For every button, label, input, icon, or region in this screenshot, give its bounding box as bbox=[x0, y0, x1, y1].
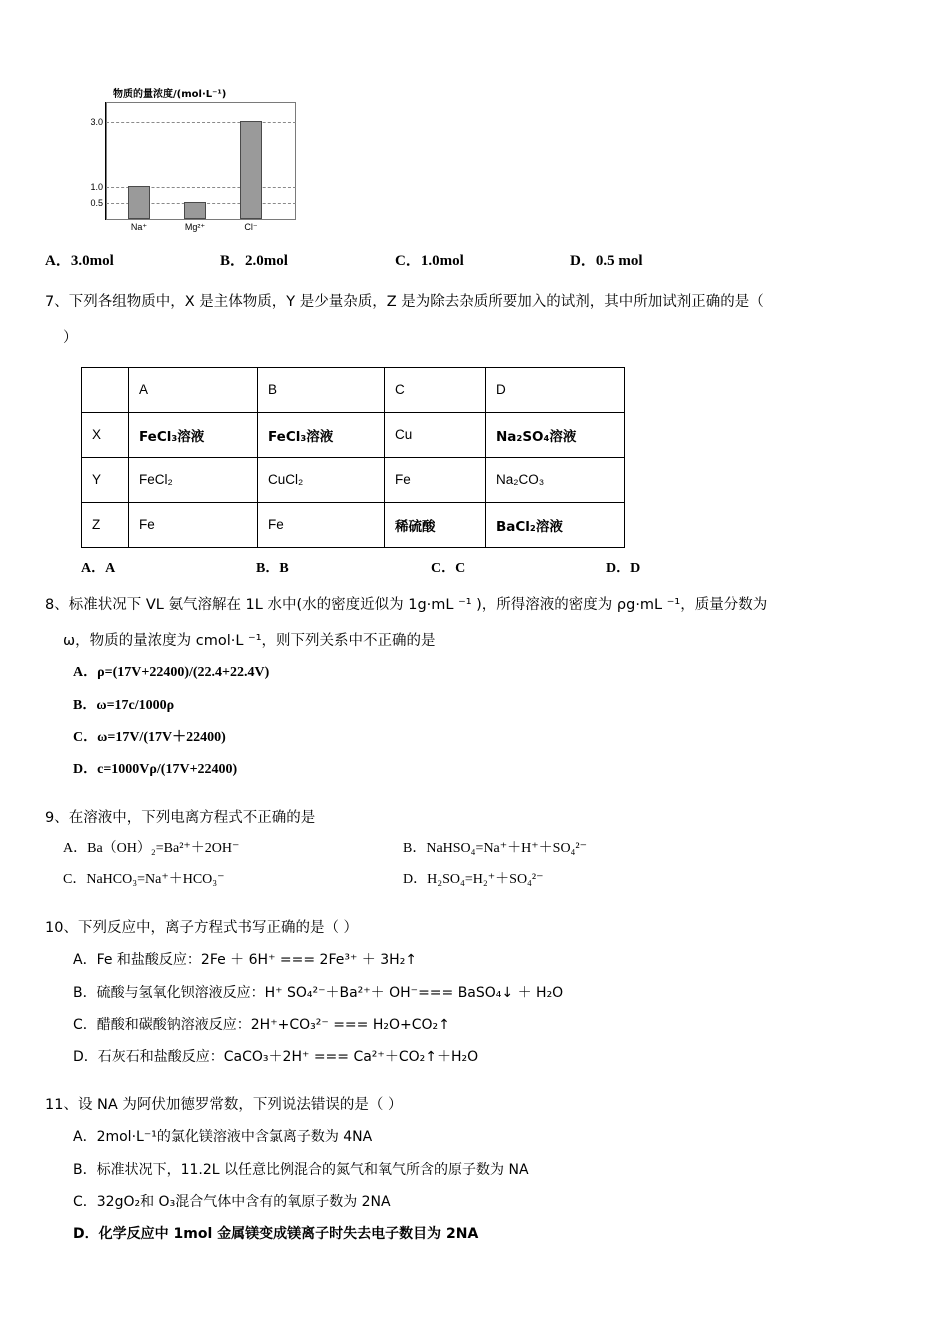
xlabel-cl: Cl⁻ bbox=[244, 222, 258, 232]
q7-table bbox=[81, 367, 625, 548]
bar-na bbox=[128, 186, 150, 219]
q7-stem: 7、下列各组物质中，X 是主体物质，Y 是少量杂质，Z 是为除去杂质所要加入的试剂，其中所加试剂正确的是（ bbox=[45, 294, 764, 310]
header-c: C bbox=[385, 367, 486, 412]
q7-option-c[interactable]: C．C bbox=[431, 560, 466, 576]
xlabel-na: Na⁺ bbox=[130, 222, 148, 232]
q7-option-a[interactable]: A．A bbox=[81, 560, 116, 576]
q8-stem-line2: ω，物质的量浓度为 cmol·L ⁻¹，则下列关系中不正确的是 bbox=[63, 633, 436, 650]
q7-stem-cont: ） bbox=[63, 330, 78, 347]
q10-stem: 10、下列反应中，离子方程式书写正确的是（ ） bbox=[45, 920, 359, 937]
q8-option-c[interactable]: C．ω=17V/(17V＋22400) bbox=[73, 729, 226, 745]
bar-chart bbox=[75, 85, 305, 235]
row-key-z: Z bbox=[82, 502, 129, 547]
chart-plot-area bbox=[90, 102, 295, 232]
q10-option-b[interactable]: B．硫酸与氢氧化钡溶液反应：H⁺ SO₄²⁻＋Ba²⁺＋ OH⁻=== BaSO₄↓ ＋ H₂O bbox=[73, 984, 564, 1001]
q6-options bbox=[45, 249, 905, 270]
q10-option-c[interactable]: C．醋酸和碳酸钠溶液反应：2H⁺+CO₃²⁻ === H₂O+CO₂↑ bbox=[73, 1016, 450, 1033]
bar-mg bbox=[184, 202, 206, 219]
q6-option-c[interactable]: C．1.0mol bbox=[395, 253, 464, 269]
row-key-x: X bbox=[82, 412, 129, 457]
cell-x-c: Cu bbox=[385, 412, 486, 457]
row-key-y: Y bbox=[82, 457, 129, 502]
q7-options bbox=[81, 554, 905, 583]
cell-z-b: Fe bbox=[258, 502, 385, 547]
ytick-1: 1.0 bbox=[90, 182, 103, 192]
q8-option-d[interactable]: D．c=1000Vρ/(17V+22400) bbox=[73, 762, 238, 778]
q11-option-a[interactable]: A．2mol·L⁻¹的氯化镁溶液中含氯离子数为 4NA bbox=[73, 1129, 373, 1146]
q11-option-d[interactable]: D．化学反应中 1mol 金属镁变成镁离子时失去电子数目为 2NA bbox=[73, 1225, 479, 1242]
q10-option-d[interactable]: D．石灰石和盐酸反应：CaCO₃＋2H⁺ === Ca²⁺＋CO₂↑＋H₂O bbox=[73, 1048, 479, 1065]
cell-y-b: CuCl₂ bbox=[258, 457, 385, 502]
q6-option-b[interactable]: B．2.0mol bbox=[220, 253, 288, 269]
q7-option-b[interactable]: B．B bbox=[256, 560, 289, 576]
header-d: D bbox=[486, 367, 625, 412]
xlabel-mg: Mg²⁺ bbox=[184, 222, 206, 232]
cell-x-a: FeCl₃溶液 bbox=[129, 412, 258, 457]
q8-option-a[interactable]: A．ρ=(17V+22400)/(22.4+22.4V) bbox=[73, 665, 270, 681]
q9-option-c[interactable]: C．NaHCO₃=Na⁺＋HCO₃⁻ bbox=[63, 872, 225, 888]
q9-option-a[interactable]: A．Ba（OH）₂=Ba²⁺＋2OH⁻ bbox=[63, 841, 240, 857]
header-b: B bbox=[258, 367, 385, 412]
table-row-header bbox=[82, 367, 625, 412]
q9-options-row1 bbox=[63, 834, 905, 865]
q9-option-b[interactable]: B．NaHSO₄=Na⁺＋H⁺＋SO₄²⁻ bbox=[403, 841, 588, 857]
header-a: A bbox=[129, 367, 258, 412]
q9-option-d[interactable]: D．H₂SO₄=H₂⁺＋SO₄²⁻ bbox=[403, 872, 544, 888]
cell-y-c: Fe bbox=[385, 457, 486, 502]
ytick-2: 0.5 bbox=[90, 198, 103, 208]
table-row bbox=[82, 502, 625, 547]
cell-z-a: Fe bbox=[129, 502, 258, 547]
q10-option-a[interactable]: A．Fe 和盐酸反应：2Fe ＋ 6H⁺ === 2Fe³⁺ ＋ 3H₂↑ bbox=[73, 952, 418, 969]
cell-z-c: 稀硫酸 bbox=[385, 502, 486, 547]
cell-x-b: FeCl₃溶液 bbox=[258, 412, 385, 457]
q11-stem: 11、设 NA 为阿伏加德罗常数，下列说法错误的是（ ） bbox=[45, 1097, 403, 1114]
table-row bbox=[82, 457, 625, 502]
cell-z-d: BaCl₂溶液 bbox=[486, 502, 625, 547]
table-row bbox=[82, 412, 625, 457]
q9-options-row2 bbox=[63, 865, 905, 896]
bar-cl bbox=[240, 121, 262, 219]
cell-x-d: Na₂SO₄溶液 bbox=[486, 412, 625, 457]
q11-option-c[interactable]: C．32gO₂和 O₃混合气体中含有的氧原子数为 2NA bbox=[73, 1193, 391, 1210]
q6-option-d[interactable]: D．0.5 mol bbox=[570, 253, 643, 269]
q8-option-b[interactable]: B．ω=17c/1000ρ bbox=[73, 697, 175, 713]
q9-stem: 9、在溶液中，下列电离方程式不正确的是 bbox=[45, 810, 316, 827]
q8-stem-line1: 8、标准状况下 VL 氨气溶解在 1L 水中(水的密度近似为 1g·mL ⁻¹ )，所得溶液的密度为 ρg·mL ⁻¹，质量分数为 bbox=[45, 596, 768, 613]
gridline-3.0 bbox=[106, 122, 296, 123]
q6-option-a[interactable]: A．3.0mol bbox=[45, 253, 114, 269]
chart-title: 物质的量浓度/(mol·L⁻¹) bbox=[113, 89, 227, 100]
header-blank bbox=[82, 367, 129, 412]
cell-y-d: Na₂CO₃ bbox=[486, 457, 625, 502]
q11-option-b[interactable]: B．标准状况下，11.2L 以任意比例混合的氮气和氧气所含的原子数为 NA bbox=[73, 1161, 529, 1178]
cell-y-a: FeCl₂ bbox=[129, 457, 258, 502]
ytick-0: 3.0 bbox=[90, 117, 103, 127]
q7-option-d[interactable]: D．D bbox=[606, 560, 641, 576]
